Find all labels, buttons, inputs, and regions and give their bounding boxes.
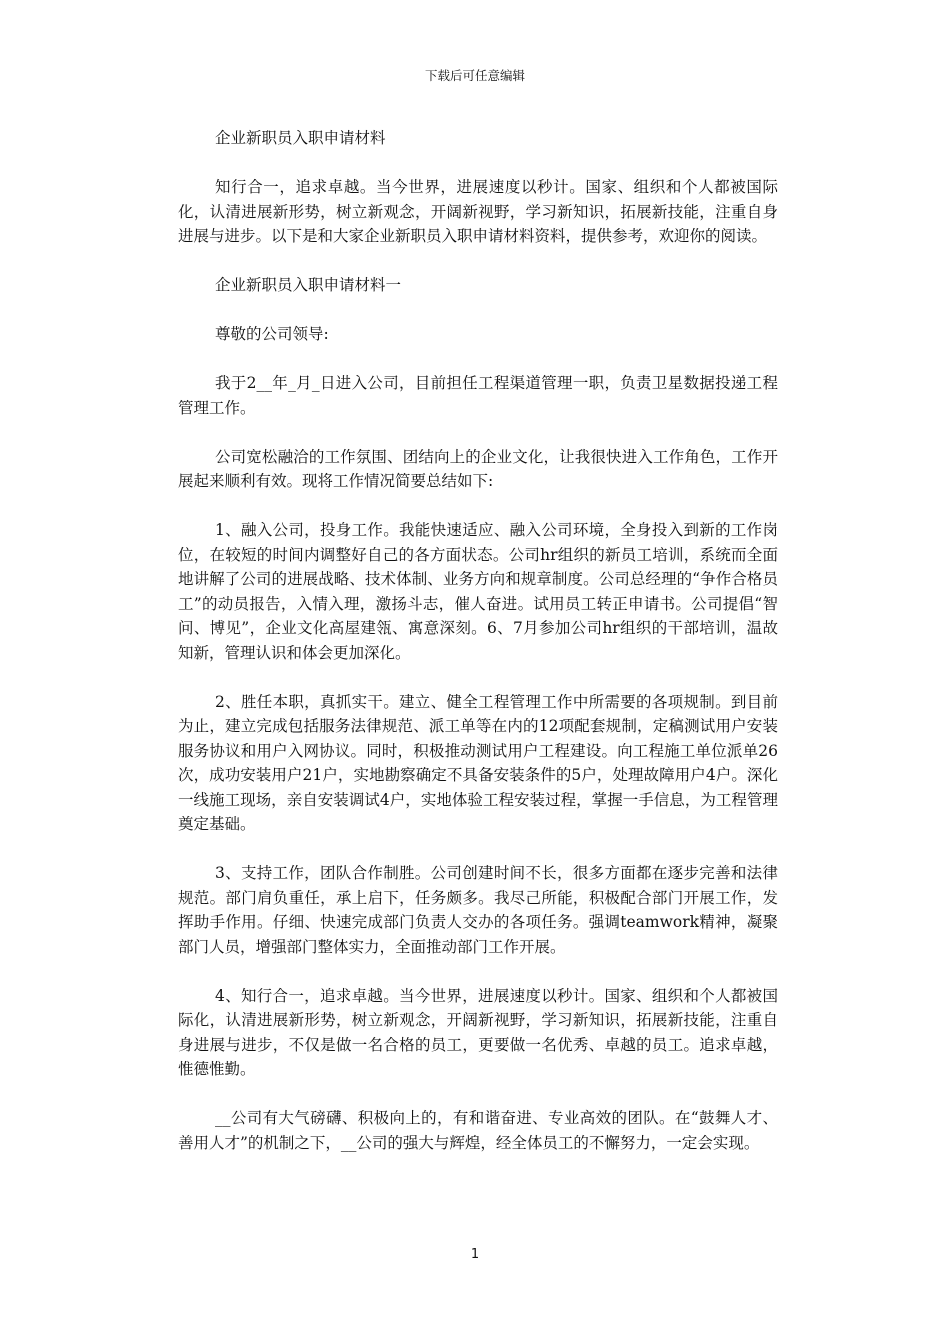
- body-paragraph: 1、融入公司，投身工作。我能快速适应、融入公司环境，全身投入到新的工作岗位，在较短的时间内调整好自己的各方面状态。公司hr组织的新员工培训，系统而全面地讲解了公司的进展战略、技术体制、业务方向和规章制度。公司总经理的“争作合格员工”的动员报告，入情入理，激扬斗志，催人奋进。试用员工转正申请书。公司提倡“智问、博见”，企业文化高屋建瓴、寓意深刻。6、7月参加公司hr组织的干部培训，温故知新，管理认识和体会更加深化。: [178, 521, 778, 662]
- document-title: 企业新职员入职申请材料: [215, 129, 386, 147]
- body-paragraph: 3、支持工作，团队合作制胜。公司创建时间不长，很多方面都在逐步完善和法律规范。部门肩负重任，承上启下，任务颇多。我尽己所能，积极配合部门开展工作，发挥助手作用。仔细、快速完成部门负责人交办的各项任务。强调teamwork精神，凝聚部门人员，增强部门整体实力，全面推动部门工作开展。: [178, 864, 778, 956]
- intro-paragraph: 知行合一，追求卓越。当今世界，进展速度以秒计。国家、组织和个人都被国际化，认清进展新形势，树立新观念，开阔新视野，学习新知识，拓展新技能，注重自身进展与进步。以下是和大家企业新职员入职申请材料资料，提供参考，欢迎你的阅读。: [178, 178, 778, 245]
- page-number: 1: [470, 1247, 480, 1262]
- body-paragraph: 我于2__年_月_日进入公司，目前担任工程渠道管理一职，负责卫星数据投递工程管理工作。: [178, 374, 778, 417]
- section-title: 企业新职员入职申请材料一: [215, 276, 402, 294]
- page-header: 下载后可任意编辑: [424, 68, 525, 83]
- document-body: [178, 126, 778, 1155]
- body-paragraph: 2、胜任本职，真抓实干。建立、健全工程管理工作中所需要的各项规制。到目前为止，建立完成包括服务法律规范、派工单等在内的12项配套规制，定稿测试用户安装服务协议和用户入网协议。同时，积极推动测试用户工程建设。向工程施工单位派单26次，成功安装用户21户，实地勘察确定不具备安装条件的5户，处理故障用户4户。深化一线施工现场，亲自安装调试4户，实地体验工程安装过程，掌握一手信息，为工程管理奠定基础。: [178, 692, 778, 833]
- salutation: 尊敬的公司领导:: [215, 325, 329, 343]
- body-paragraph: __公司有大气磅礴、积极向上的，有和谐奋进、专业高效的团队。在“鼓舞人才、善用人才”的机制之下，__公司的强大与辉煌，经全体员工的不懈努力，一定会实现。: [178, 1109, 778, 1152]
- body-paragraph: 公司宽松融洽的工作氛围、团结向上的企业文化，让我很快进入工作角色，工作开展起来顺利有效。现将工作情况简要总结如下:: [178, 447, 778, 490]
- body-paragraph: 4、知行合一，追求卓越。当今世界，进展速度以秒计。国家、组织和个人都被国际化，认清进展新形势，树立新观念，开阔新视野，学习新知识，拓展新技能，注重自身进展与进步，不仅是做一名合格的员工，更要做一名优秀、卓越的员工。追求卓越，惟德惟勤。: [178, 986, 778, 1078]
